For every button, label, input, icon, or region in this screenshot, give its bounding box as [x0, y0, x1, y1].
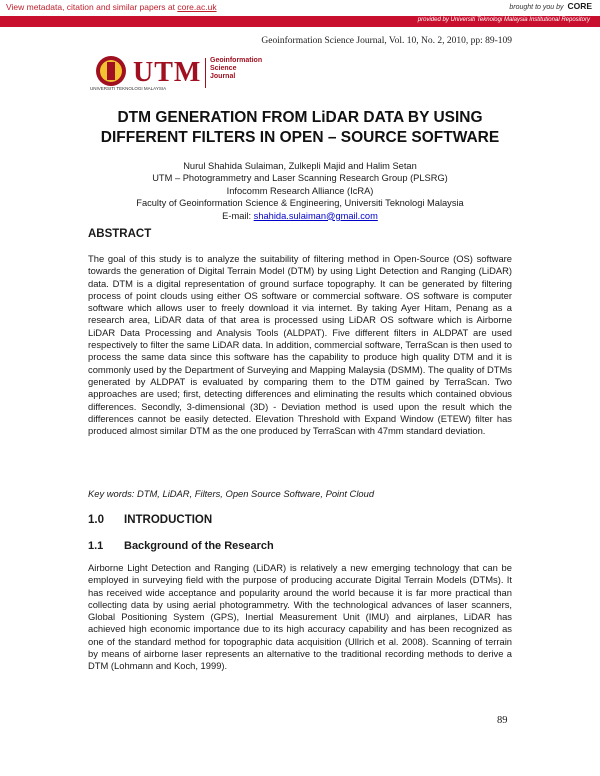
core-brought-by [509, 1, 592, 11]
journal-reference: Geoinformation Science Journal, Vol. 10, No. 2, 2010, pp: 89-109 [261, 36, 512, 46]
logo-subtitle: UNIVERSITI TEKNOLOGI MALAYSIA [90, 86, 167, 91]
logo-journal-name [210, 57, 262, 81]
logo-divider [205, 58, 206, 88]
subsection-heading-background [88, 540, 274, 552]
section-number: 1.0 [88, 514, 104, 526]
abstract-text: The goal of this study is to analyze the suitability of filtering method in Open-Source (OS) software towards the generation of Digital Terrain Model (DTM) by using Light Detection and Ranging (LiDAR) data. DTM is a digital representation of ground surface topography. It can be generated by filtering process of point clouds using either OS software or commercial software. OS software is computer software which allows user to freely download it via internet. By taking Ayer Hitam, Penang as a research area, LiDAR data of that area is processed using LiDAR OS software which is Airborne LiDAR Data Processing and Analysis Tools (ALDPAT). Five different filters in ALDPAT are used respectively to filter the same LiDAR data. In addition, commercial software, TerraScan is then used to process the same data since this software has the capability to produce high quality DTM and it is commonly used by the Department of Surveying and Mapping Malaysia (DSMM). The quality of DTMs generated by ALDPAT is evaluated by comparing them to the DTM gained by TerraScan. Two approaches are used; first, detecting differences and eliminating the results which contained obvious differences. Secondly, 3-dimensional (3D) - Deviation method is used upon the result which the differences cannot be easily detected. Elevation Threshold with Expand Window (ETEW) filter has produced almost similar DTM as the one produced by TerraScan with 47mm standard deviation. [88, 253, 512, 437]
intro-paragraph: Airborne Light Detection and Ranging (LiDAR) is relatively a new emerging technology that can be employed in surveying field with the purpose of producing accurate Digital Terrain Models (DTMs). It has received wide acceptance and popularity around the world because it is far more practical than collecting data by using aerial photogrammetry. With the technological advances of laser scanners, Global Positioning System (GPS), Inertial Measurement Unit (IMU) and airplanes, LiDAR has achieved high economic importance due to its high accuracy capability and has been recognized as one of the standard method for topographic data acquisition (Ullrich et al. 2008). Scanning of terrain by means of airborne laser represents an alternative to the traditional recording methods to derive a DTM (Lohmann and Koch, 1999). [88, 562, 512, 672]
logo-journal-line: Science [210, 65, 237, 72]
email-label: E-mail: [222, 210, 254, 221]
section-title: INTRODUCTION [124, 514, 213, 526]
utm-logo [90, 55, 280, 95]
keywords: Key words: DTM, LiDAR, Filters, Open Source Software, Point Cloud [88, 488, 375, 499]
title-line: DIFFERENT FILTERS IN OPEN – SOURCE SOFTWARE [100, 129, 500, 146]
core-metadata-label: View metadata, citation and similar papers at [6, 2, 178, 12]
abstract-heading: ABSTRACT [88, 228, 152, 240]
subsection-number: 1.1 [88, 540, 104, 552]
affiliation-3: Faculty of Geoinformation Science & Engineering, Universiti Teknologi Malaysia [136, 198, 464, 209]
core-brand[interactable]: CORE [567, 1, 592, 11]
core-brought-label: brought to you by [509, 4, 564, 11]
email-line [40, 210, 560, 222]
provided-text: provided by Universiti Teknologi Malaysia Institutional Repository [417, 17, 590, 23]
author-block [40, 160, 560, 222]
core-metadata-text [6, 2, 217, 12]
logo-text: UTM [133, 57, 202, 88]
utm-crest-icon [92, 55, 130, 87]
section-heading-introduction [88, 514, 212, 526]
affiliation-1: UTM – Photogrammetry and Laser Scanning Research Group (PLSRG) [152, 173, 448, 184]
title-line: DTM GENERATION FROM LiDAR DATA BY USING [117, 109, 483, 126]
core-link[interactable]: core.ac.uk [177, 2, 217, 12]
paper-title [40, 108, 560, 148]
author-names: Nurul Shahida Sulaiman, Zulkepli Majid and Halim Setan [183, 161, 417, 171]
subsection-title: Background of the Research [124, 540, 274, 552]
provided-bar [0, 16, 600, 27]
logo-journal-line: Journal [210, 73, 236, 80]
page-number: 89 [497, 715, 508, 726]
email-link[interactable]: shahida.sulaiman@gmail.com [253, 210, 378, 221]
core-banner [0, 0, 600, 16]
affiliation-2: Infocomm Research Alliance (IcRA) [226, 185, 374, 196]
logo-journal-line: Geoinformation [210, 57, 263, 64]
